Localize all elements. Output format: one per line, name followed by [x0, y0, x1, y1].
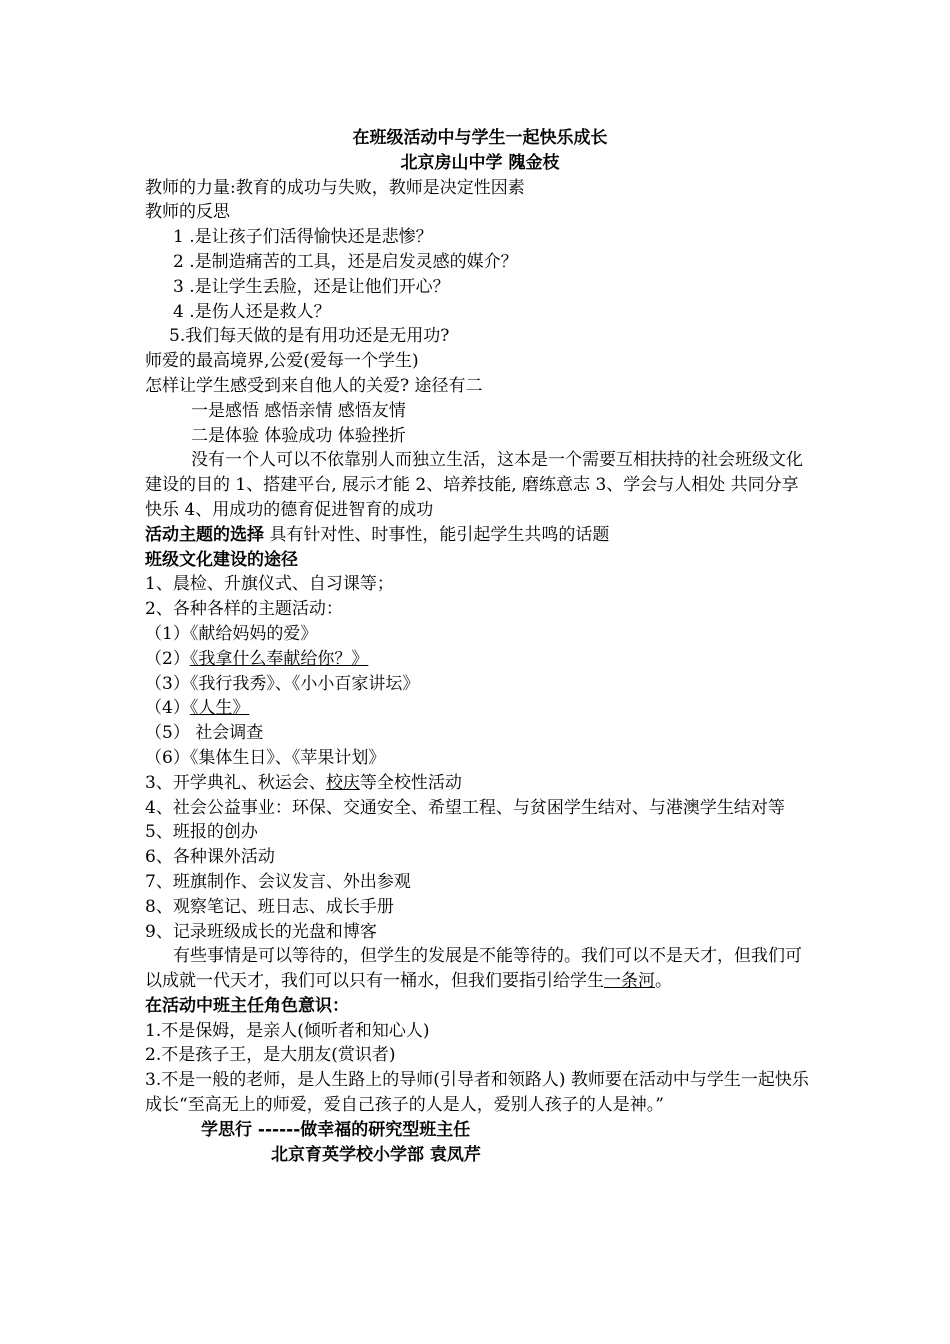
paragraph-text: 。 — [655, 971, 672, 992]
sub-item-number: （4） — [145, 698, 190, 719]
sub-list-item — [145, 647, 815, 672]
document-page — [145, 126, 815, 1167]
reflection-item: 2 .是制造痛苦的工具，还是启发灵感的媒介？ — [173, 251, 518, 272]
reflection-item: 3 .是让学生丢脸，还是让他们开心？ — [173, 276, 450, 297]
sub-item-link[interactable]: 《我拿什么奉献给你？》 — [189, 648, 369, 669]
role-item: 1.不是保姆，是亲人(倾听者和知心人) — [145, 1020, 430, 1041]
reflection-item: 4 .是伤人还是救人？ — [173, 301, 331, 322]
paragraph-teacher-love: 师爱的最高境界,公爱(爱每一个学生) — [145, 351, 419, 372]
list-item: 8、观察笔记、班日志、成长手册 — [145, 896, 394, 917]
theme-heading: 活动主题的选择 — [145, 524, 264, 545]
ways-heading: 班级文化建设的途径 — [145, 549, 298, 570]
reflection-item: 1 .是让孩子们活得愉快还是悲惨？ — [173, 227, 433, 248]
list-item: 2、各种各样的主题活动： — [145, 599, 343, 620]
list-item: 1、晨检、升旗仪式、自习课等； — [145, 574, 394, 595]
paragraph-how-to-care: 怎样让学生感受到来自他人的关爱? 途径有二 — [145, 375, 483, 396]
list-item: 5、班报的创办 — [145, 822, 258, 843]
list-item-text: 3、开学典礼、秋运会、 — [145, 772, 326, 793]
theme-selection-line — [145, 523, 815, 548]
role-item: 3.不是一般的老师，是人生路上的导师(引导者和领路人) 教师要在活动中与学生一起快乐成长“至高无上的师爱，爱自己孩子的人是人，爱别人孩子的人是神。” — [145, 1070, 809, 1116]
list-item: 9、记录班级成长的光盘和博客 — [145, 921, 377, 942]
sub-list-item: （6）《集体生日》、《苹果计划》 — [145, 747, 386, 768]
list-item: 6、各种课外活动 — [145, 847, 275, 868]
theme-text: 具有针对性、时事性，能引起学生共鸣的话题 — [264, 524, 610, 545]
sub-list-item — [145, 696, 815, 721]
next-article-title: 学思行 ------做幸福的研究型班主任 — [201, 1119, 471, 1140]
sub-list-item: （3）《我行我秀》、《小小百家讲坛》 — [145, 673, 420, 694]
role-item: 2.不是孩子王，是大朋友(赏识者) — [145, 1045, 396, 1066]
next-article-byline: 北京育英学校小学部 袁凤芹 — [271, 1144, 481, 1165]
sub-list-item: （5） 社会调查 — [145, 723, 264, 744]
sub-list-item: （1）《献给妈妈的爱》 — [145, 623, 318, 644]
reflection-item: 5.我们每天做的是有用功还是无用功? — [169, 326, 450, 347]
list-item — [145, 771, 815, 796]
paragraph-teacher-power: 教师的力量:教育的成功与失败，教师是决定性因素 — [145, 177, 525, 198]
author-byline: 北京房山中学 隗金枝 — [400, 152, 560, 173]
role-heading: 在活动中班主任角色意识： — [145, 995, 349, 1016]
way-experience: 二是体验 体验成功 体验挫折 — [191, 425, 406, 446]
list-item-text: 等全校性活动 — [359, 772, 462, 793]
paragraph-student-development — [145, 944, 815, 994]
document-title: 在班级活动中与学生一起快乐成长 — [352, 128, 608, 148]
paragraph-text: 有些事情是可以等待的，但学生的发展是不能等待的。我们可以不是天才，但我们可以成就一代天才，我们可以只有一桶水，但我们要指引给学生 — [145, 946, 802, 992]
sub-item-number: （2） — [145, 648, 190, 669]
sub-item-link[interactable]: 《人生》 — [189, 698, 250, 719]
way-perception: 一是感悟 感悟亲情 感悟友情 — [191, 400, 406, 421]
paragraph-teacher-reflection: 教师的反思 — [145, 202, 230, 223]
list-item: 7、班旗制作、会议发言、外出参观 — [145, 871, 411, 892]
paragraph-class-culture-goals: 没有一个人可以不依靠别人而独立生活，这本是一个需要互相扶持的社会班级文化建设的目的 1、搭建平台, 展示才能 2、培养技能, 磨练意志 3、学会与人相处 共同分享快乐 4、用成功的德育促进智育的成功 — [145, 450, 803, 520]
list-item: 4、社会公益事业：环保、交通安全、希望工程、与贫困学生结对、与港澳学生结对等 — [145, 797, 785, 818]
list-item-link[interactable]: 校庆 — [325, 772, 360, 793]
paragraph-link[interactable]: 一条河 — [604, 971, 655, 992]
